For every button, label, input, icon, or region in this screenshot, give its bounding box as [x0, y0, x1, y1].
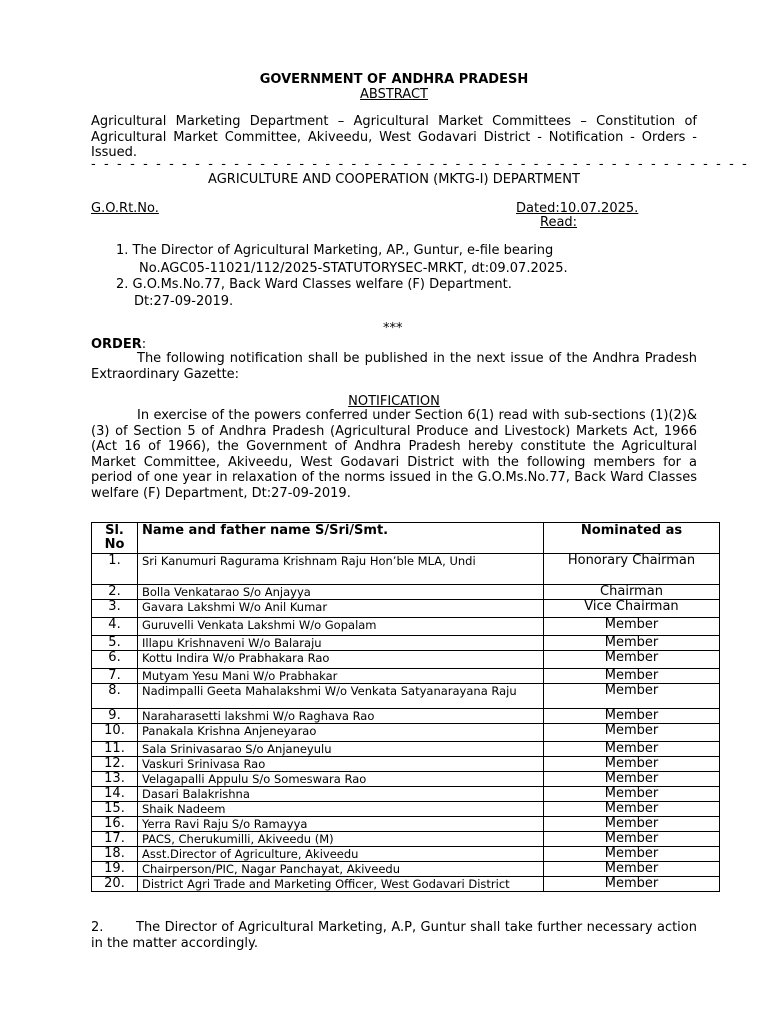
abstract-heading: ABSTRACT — [360, 87, 428, 102]
nominated-role: Member — [544, 847, 720, 862]
nominated-role: Vice Chairman — [544, 600, 720, 618]
row-number: 10. — [92, 724, 138, 742]
header-nominated-as: Nominated as — [544, 523, 720, 554]
row-number: 12. — [92, 757, 138, 772]
order-label-text: ORDER — [91, 337, 142, 352]
table-header-row — [92, 523, 720, 554]
order-label — [91, 337, 146, 352]
row-number: 4. — [92, 618, 138, 636]
member-name: Sala Srinivasarao S/o Anjaneyulu — [138, 742, 544, 757]
table-row — [92, 669, 720, 684]
table-row — [92, 724, 720, 742]
closing-number: 2. — [91, 920, 104, 935]
member-name: Vaskuri Srinivasa Rao — [138, 757, 544, 772]
members-table — [91, 522, 720, 892]
closing-text: The Director of Agricultural Marketing, A.P, Guntur shall take further necessary action in the matter accordingly. — [91, 920, 697, 951]
table-row — [92, 600, 720, 618]
member-name: Naraharasetti lakshmi W/o Raghava Rao — [138, 709, 544, 724]
member-name: Asst.Director of Agriculture, Akiveedu — [138, 847, 544, 862]
separator-line: - - - - - - - - - - - - - - - - - - - - - - - - - - - - - - - - - - - - - - - - - - - - - - - - - - - — [91, 157, 749, 172]
nominated-role: Chairman — [544, 585, 720, 600]
member-name: Nadimpalli Geeta Mahalakshmi W/o Venkata Satyanarayana Raju — [138, 684, 544, 709]
row-number: 8. — [92, 684, 138, 709]
table-row — [92, 847, 720, 862]
table-row — [92, 651, 720, 669]
table-row — [92, 802, 720, 817]
table-row — [92, 684, 720, 709]
table-row — [92, 709, 720, 724]
reference-2-line-2: Dt:27-09-2019. — [134, 294, 234, 309]
member-name: Gavara Lakshmi W/o Anil Kumar — [138, 600, 544, 618]
nominated-role: Member — [544, 817, 720, 832]
table-row — [92, 554, 720, 585]
nominated-role: Member — [544, 709, 720, 724]
member-name: Mutyam Yesu Mani W/o Prabhakar — [138, 669, 544, 684]
member-name: Dasari Balakrishna — [138, 787, 544, 802]
row-number: 11. — [92, 742, 138, 757]
go-number: G.O.Rt.No. — [91, 201, 159, 216]
header-name: Name and father name S/Sri/Smt. — [138, 523, 544, 554]
member-name: Velagapalli Appulu S/o Someswara Rao — [138, 772, 544, 787]
row-number: 13. — [92, 772, 138, 787]
nominated-role: Member — [544, 772, 720, 787]
department-heading: AGRICULTURE AND COOPERATION (MKTG-I) DEPARTMENT — [208, 172, 580, 187]
member-name: Bolla Venkatarao S/o Anjayya — [138, 585, 544, 600]
row-number: 18. — [92, 847, 138, 862]
nominated-role: Member — [544, 669, 720, 684]
row-number: 7. — [92, 669, 138, 684]
notification-text: In exercise of the powers conferred under Section 6(1) read with sub-sections (1)(2)&(3) of Section 5 of Andhra Pradesh (Agricultural Produce and Livestock) Markets Act, 1966 (Act 16 of 1966), the Government of Andhra Pradesh hereby constitute the Agricultural Market Committee, Akiveedu, West Godavari District with the following members for a period of one year in relaxation of the norms issued in the G.O.Ms.No.77, Back Ward Classes welfare (F) Department, Dt:27-09-2019. — [91, 408, 697, 501]
row-number: 16. — [92, 817, 138, 832]
row-number: 1. — [92, 554, 138, 585]
table-row — [92, 742, 720, 757]
row-number: 15. — [92, 802, 138, 817]
row-number: 17. — [92, 832, 138, 847]
order-colon: : — [141, 337, 147, 352]
go-date: Dated:10.07.2025. — [516, 201, 639, 216]
nominated-role: Member — [544, 802, 720, 817]
table-row — [92, 757, 720, 772]
table-row — [92, 832, 720, 847]
members-table-body — [92, 554, 720, 892]
member-name: District Agri Trade and Marketing Officer, West Godavari District — [138, 877, 544, 892]
nominated-role: Member — [544, 862, 720, 877]
member-name: PACS, Cherukumilli, Akiveedu (M) — [138, 832, 544, 847]
nominated-role: Member — [544, 757, 720, 772]
row-number: 6. — [92, 651, 138, 669]
member-name: Illapu Krishnaveni W/o Balaraju — [138, 636, 544, 651]
table-row — [92, 817, 720, 832]
member-name: Yerra Ravi Raju S/o Ramayya — [138, 817, 544, 832]
government-heading: GOVERNMENT OF ANDHRA PRADESH — [259, 72, 529, 87]
row-number: 3. — [92, 600, 138, 618]
nominated-role: Member — [544, 651, 720, 669]
row-number: 19. — [92, 862, 138, 877]
table-row — [92, 862, 720, 877]
member-name: Guruvelli Venkata Lakshmi W/o Gopalam — [138, 618, 544, 636]
member-name: Sri Kanumuri Ragurama Krishnam Raju Hon’ble MLA, Undi — [138, 554, 544, 585]
member-name: Kottu Indira W/o Prabhakara Rao — [138, 651, 544, 669]
table-row — [92, 636, 720, 651]
table-row — [92, 772, 720, 787]
nominated-role: Member — [544, 877, 720, 892]
member-name: Shaik Nadeem — [138, 802, 544, 817]
nominated-role: Member — [544, 636, 720, 651]
order-text: The following notification shall be published in the next issue of the Andhra Pradesh Extraordinary Gazette: — [91, 351, 697, 382]
reference-1-line-2: No.AGC05-11021/112/2025-STATUTORYSEC-MRKT, dt:09.07.2025. — [139, 261, 568, 276]
row-number: 2. — [92, 585, 138, 600]
nominated-role: Member — [544, 787, 720, 802]
nominated-role: Honorary Chairman — [544, 554, 720, 585]
row-number: 14. — [92, 787, 138, 802]
nominated-role: Member — [544, 832, 720, 847]
table-row — [92, 877, 720, 892]
member-name: Chairperson/PIC, Nagar Panchayat, Akiveedu — [138, 862, 544, 877]
table-row — [92, 787, 720, 802]
row-number: 9. — [92, 709, 138, 724]
notification-title: NOTIFICATION — [348, 394, 440, 409]
member-name: Panakala Krishna Anjeneyarao — [138, 724, 544, 742]
reference-2-line-1: 2. G.O.Ms.No.77, Back Ward Classes welfare (F) Department. — [116, 277, 512, 292]
closing-paragraph — [91, 920, 697, 952]
row-number: 20. — [92, 877, 138, 892]
nominated-role: Member — [544, 618, 720, 636]
table-row — [92, 618, 720, 636]
nominated-role: Member — [544, 724, 720, 742]
row-number: 5. — [92, 636, 138, 651]
reference-1-line-1: 1. The Director of Agricultural Marketing, AP., Guntur, e-file bearing — [116, 243, 554, 258]
nominated-role: Member — [544, 684, 720, 709]
separator-stars: *** — [383, 321, 403, 336]
read-label: Read: — [540, 215, 578, 230]
nominated-role: Member — [544, 742, 720, 757]
subject-text: Agricultural Marketing Department – Agricultural Market Committees – Constitution of Agricultural Market Committee, Akiveedu, West Godavari District - Notification - Orders - Issued. — [91, 114, 697, 160]
table-row — [92, 585, 720, 600]
header-sl-no: Sl. No — [92, 523, 138, 554]
